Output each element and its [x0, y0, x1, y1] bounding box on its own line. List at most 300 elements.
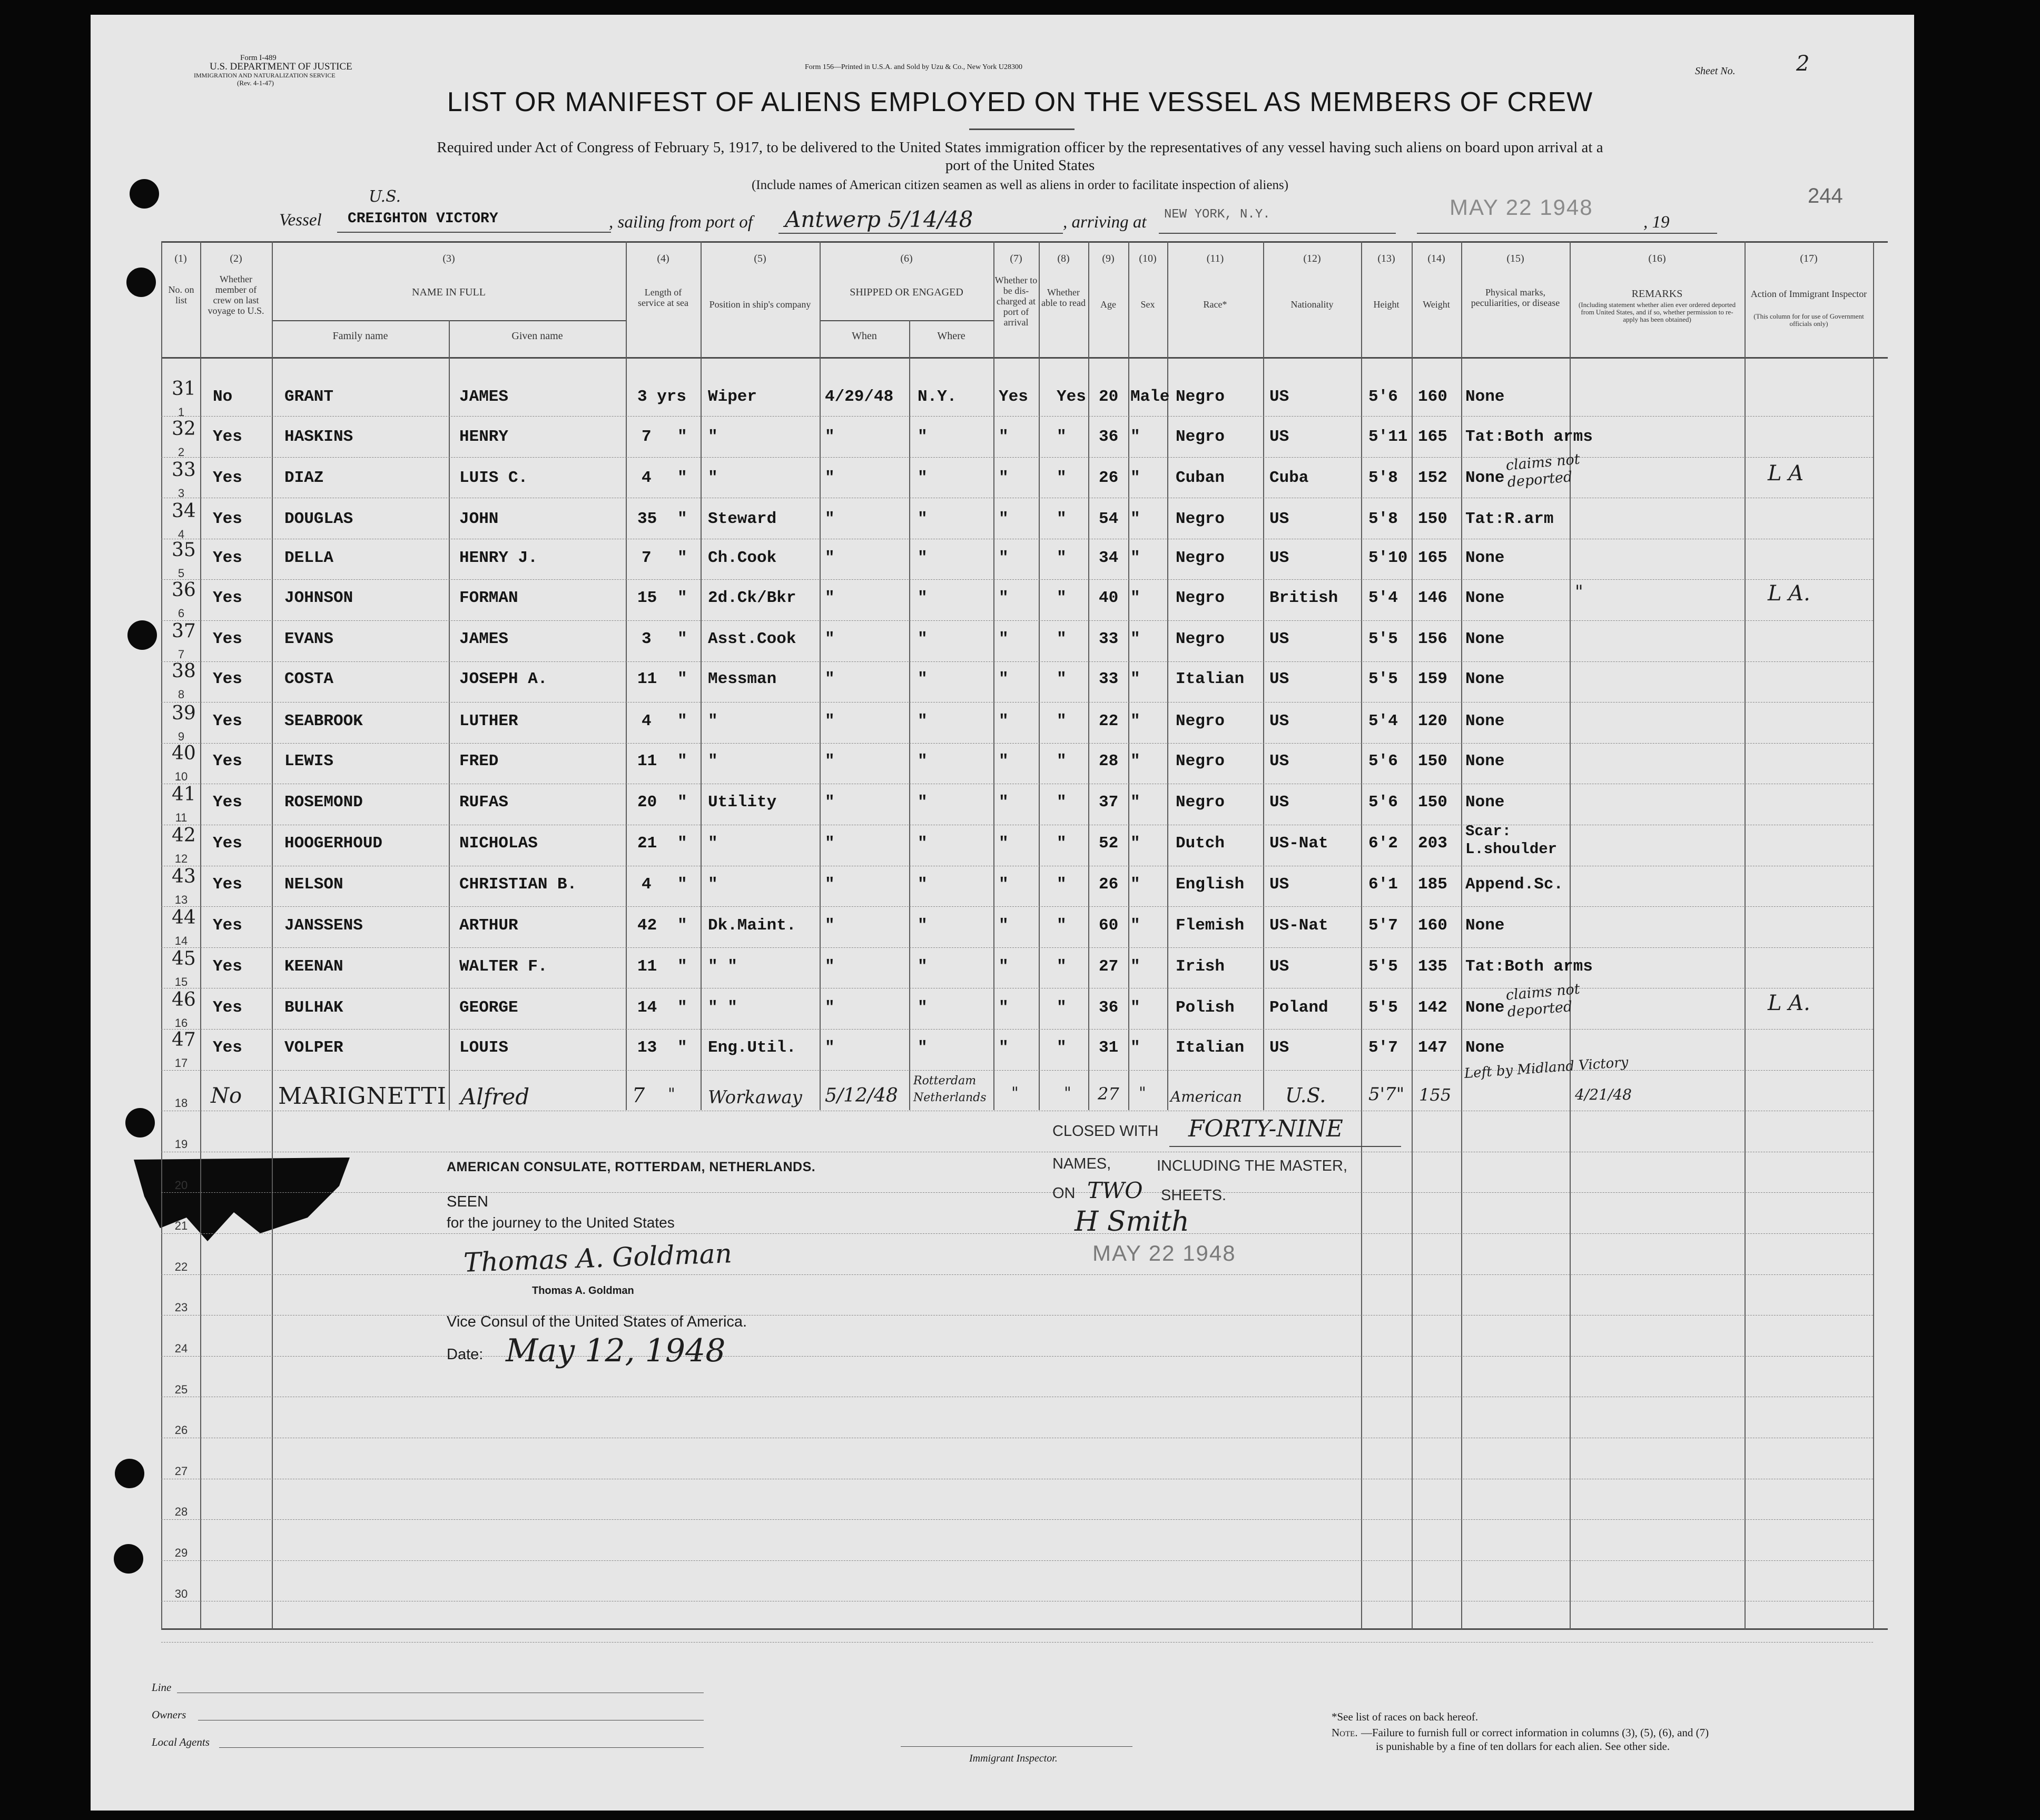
race: Negro — [1176, 510, 1225, 528]
shipped-when: " — [825, 469, 835, 487]
service-length: 13 — [637, 1038, 657, 1057]
row-rule — [161, 1029, 1873, 1030]
family-name: HASKINS — [284, 428, 353, 446]
height: 5'7 — [1368, 916, 1398, 935]
col-line — [1461, 241, 1462, 1629]
sex: " — [1130, 469, 1140, 487]
height: 5'4 — [1368, 589, 1398, 607]
col-11-label: Race* — [1203, 299, 1227, 310]
line-number: 14 — [174, 934, 188, 947]
footer-line: Line — [152, 1681, 172, 1694]
row18-remarks-2: 4/21/48 — [1575, 1086, 1632, 1103]
row-rule — [161, 1479, 1873, 1480]
line-number: 6 — [178, 607, 185, 620]
sailing-label: , sailing from port of — [609, 213, 753, 232]
prior-cell: Yes — [213, 589, 242, 607]
weight: 160 — [1418, 388, 1447, 406]
row-rule — [161, 825, 1873, 826]
physical-marks: None — [1465, 630, 1505, 648]
physical-marks: None — [1465, 589, 1505, 607]
sex: " — [1130, 752, 1140, 770]
race: Italian — [1176, 1038, 1245, 1057]
line-number: 17 — [174, 1056, 188, 1070]
binder-hole-3 — [127, 620, 157, 650]
consul-date-value: May 12, 1948 — [506, 1332, 726, 1369]
height: 5'5 — [1368, 957, 1398, 976]
service-length: 42 — [637, 916, 657, 935]
nationality: US — [1269, 670, 1289, 688]
family-name: HOOGERHOUD — [284, 834, 383, 853]
vessel-label: Vessel — [279, 211, 322, 230]
list-number: 35 — [172, 539, 196, 561]
row18-remarks-1: Left by Midland Victory — [1463, 1054, 1629, 1082]
age: 28 — [1099, 752, 1119, 770]
year-underline — [1686, 233, 1717, 234]
shipped-when: " — [825, 998, 835, 1017]
service-length: 3 — [642, 630, 652, 648]
line-number: 12 — [174, 852, 188, 865]
line-number: 15 — [174, 975, 188, 988]
position: Asst.Cook — [708, 630, 796, 648]
race: Negro — [1176, 630, 1225, 648]
col-13-num: (13) — [1377, 253, 1395, 264]
service-ditto: " — [677, 834, 687, 853]
discharged: Yes — [999, 388, 1028, 406]
sex: " — [1130, 630, 1140, 648]
line-number: 7 — [178, 648, 185, 661]
prior-cell: Yes — [213, 793, 242, 812]
row-rule — [161, 947, 1873, 948]
line-number: 4 — [178, 528, 185, 541]
row18-service: 7 — [632, 1084, 645, 1107]
able-to-read: " — [1057, 957, 1067, 976]
service-ditto: " — [677, 630, 687, 648]
weight: 135 — [1418, 957, 1447, 976]
nationality: US-Nat — [1269, 834, 1328, 853]
shipped-when: " — [825, 428, 835, 446]
prior-cell: Yes — [213, 670, 242, 688]
prior-cell: Yes — [213, 428, 242, 446]
col-line — [1167, 241, 1168, 1110]
discharged: " — [999, 630, 1009, 648]
service-ditto: " — [677, 793, 687, 812]
footer-races-note: *See list of races on back hereof. — [1332, 1710, 1479, 1723]
physical-marks: None — [1465, 1038, 1505, 1057]
row-rule — [161, 539, 1873, 540]
shipped-where: " — [918, 549, 928, 567]
able-to-read: " — [1057, 1038, 1067, 1057]
vessel-name: CREIGHTON VICTORY — [348, 211, 498, 227]
row-rule — [161, 498, 1873, 499]
service-ditto: " — [677, 428, 687, 446]
height: 6'1 — [1368, 875, 1398, 894]
date-underline — [1417, 233, 1691, 234]
prior-cell: Yes — [213, 712, 242, 730]
closed-count-underline — [1169, 1146, 1401, 1147]
nationality: US — [1269, 630, 1289, 648]
nationality: Cuba — [1269, 469, 1309, 487]
race: Irish — [1176, 957, 1225, 976]
weight: 203 — [1418, 834, 1447, 853]
row-rule — [161, 579, 1873, 580]
service-ditto: " — [677, 549, 687, 567]
service-length: 4 — [642, 875, 652, 894]
sex: " — [1130, 712, 1140, 730]
line-number: 20 — [174, 1179, 188, 1192]
age: 37 — [1099, 793, 1119, 812]
col-7-label: Whether to be dis-charged at port of arrival — [994, 275, 1038, 328]
given-name: FRED — [459, 752, 499, 770]
service-ditto: " — [677, 957, 687, 976]
prior-cell: Yes — [213, 998, 242, 1017]
col-12-num: (12) — [1303, 253, 1321, 264]
height: 6'2 — [1368, 834, 1398, 853]
closed-sheets: SHEETS. — [1161, 1187, 1227, 1204]
col-line — [1412, 241, 1413, 1629]
closed-count: FORTY-NINE — [1188, 1115, 1343, 1142]
line-number: 21 — [174, 1219, 188, 1232]
service-ditto: " — [677, 916, 687, 935]
position: " — [708, 834, 718, 853]
row-rule — [161, 416, 1873, 417]
shipped-when: " — [825, 670, 835, 688]
ink-blot — [129, 1154, 355, 1244]
stamp-number: 244 — [1808, 184, 1843, 207]
family-name: JOHNSON — [284, 589, 353, 607]
col-6-num: (6) — [900, 253, 913, 264]
arriving-port: NEW YORK, N.Y. — [1164, 207, 1270, 222]
line-number: 11 — [175, 811, 188, 824]
col-9-num: (9) — [1102, 253, 1115, 264]
service-length: 11 — [637, 957, 657, 976]
race: Negro — [1176, 712, 1225, 730]
list-number: 38 — [172, 660, 196, 682]
shipped-where: " — [918, 589, 928, 607]
revision: (Rev. 4-1-47) — [237, 79, 274, 87]
col-line — [1873, 241, 1874, 1629]
printer-line: Form 156—Printed in U.S.A. and Sold by Uzu & Co., New York U28300 — [805, 63, 1023, 71]
line-number: 5 — [178, 567, 185, 580]
height: 5'6 — [1368, 793, 1398, 812]
form-number: Form I-489 — [240, 54, 277, 62]
sex: " — [1130, 834, 1140, 853]
row-rule — [161, 1233, 1873, 1234]
col-2-num: (2) — [230, 253, 242, 264]
given-name: FORMAN — [459, 589, 518, 607]
discharged: " — [999, 510, 1009, 528]
prior-cell: Yes — [213, 630, 242, 648]
footer-owners: Owners — [152, 1708, 186, 1721]
closed-including: INCLUDING THE MASTER, — [1157, 1158, 1348, 1174]
shipped-when: " — [825, 793, 835, 812]
shipped-when: " — [825, 1038, 835, 1057]
weight: 152 — [1418, 469, 1447, 487]
row18-height: 5'7" — [1368, 1084, 1405, 1105]
required-line-2: port of the United States — [945, 157, 1095, 174]
given-name: LUIS C. — [459, 469, 528, 487]
row18-family: MARIGNETTI — [278, 1083, 447, 1110]
discharged: " — [999, 589, 1009, 607]
shipped-where: " — [918, 916, 928, 935]
position: " — [708, 469, 718, 487]
service-ditto: " — [677, 998, 687, 1017]
service-length: 35 — [637, 510, 657, 528]
manifest-title: LIST OR MANIFEST OF ALIENS EMPLOYED ON THE VESSEL AS MEMBERS OF CREW — [447, 87, 1593, 117]
prior-cell: Yes — [213, 957, 242, 976]
race: Polish — [1176, 998, 1235, 1017]
closed-date: MAY 22 1948 — [1092, 1241, 1236, 1265]
binder-hole-2 — [126, 268, 156, 297]
col-3-family: Family name — [332, 330, 388, 342]
position: " — [708, 875, 718, 894]
nationality: US — [1269, 428, 1289, 446]
height: 5'7 — [1368, 1038, 1398, 1057]
physical-marks: None — [1465, 712, 1505, 730]
col-4-num: (4) — [657, 253, 669, 264]
shipped-when: " — [825, 712, 835, 730]
col-16-sub: (Including statement whether alien ever ordered deported from United States, and if so, whether permission to re-apply has been obtained) — [1578, 301, 1736, 323]
family-name: BULHAK — [284, 998, 343, 1017]
physical-marks: Tat:Both arms — [1465, 428, 1593, 446]
height: 5'5 — [1368, 998, 1398, 1017]
height: 5'6 — [1368, 388, 1398, 406]
footer-inspector: Immigrant Inspector. — [969, 1753, 1058, 1764]
given-name: CHRISTIAN B. — [459, 875, 577, 894]
given-name: JOHN — [459, 510, 499, 528]
col-line — [200, 241, 201, 1629]
row-rule — [161, 661, 1873, 662]
arriving-underline — [1159, 233, 1396, 234]
position: " — [708, 428, 718, 446]
title-underline — [969, 128, 1075, 130]
line-number: 28 — [174, 1505, 188, 1518]
physical-marks: Append.Sc. — [1465, 875, 1564, 894]
row18-read: " — [1064, 1084, 1071, 1102]
col-2-label: Whether member of crew on last voyage to U.S. — [208, 274, 264, 316]
col-line — [701, 241, 702, 1110]
able-to-read: " — [1057, 712, 1067, 730]
service-ditto: " — [677, 510, 687, 528]
race: English — [1176, 875, 1245, 894]
height: 5'8 — [1368, 510, 1398, 528]
footer-agents: Local Agents — [152, 1736, 210, 1748]
nationality: US — [1269, 1038, 1289, 1057]
height: 5'8 — [1368, 469, 1398, 487]
col-17-sub: (This column for for use of Government officials only) — [1753, 312, 1864, 328]
shipped-where: " — [918, 428, 928, 446]
age: 36 — [1099, 428, 1119, 446]
prior-cell: Yes — [213, 834, 242, 853]
line-number: 24 — [174, 1342, 188, 1355]
line-number: 19 — [174, 1138, 188, 1151]
discharged: " — [999, 549, 1009, 567]
col-4-label: Length of service at sea — [638, 287, 688, 308]
family-name: SEABROOK — [284, 712, 363, 730]
list-number: 31 — [172, 378, 196, 400]
race: Negro — [1176, 752, 1225, 770]
sex: " — [1130, 793, 1140, 812]
age: 60 — [1099, 916, 1119, 935]
height: 5'5 — [1368, 670, 1398, 688]
given-name: WALTER F. — [459, 957, 548, 976]
physical-marks: None — [1465, 670, 1505, 688]
nationality: US — [1269, 510, 1289, 528]
age: 52 — [1099, 834, 1119, 853]
col-16-num: (16) — [1648, 253, 1666, 264]
col-14-label: Weight — [1423, 299, 1450, 310]
able-to-read: " — [1057, 875, 1067, 894]
list-number: 33 — [172, 459, 196, 481]
family-name: ROSEMOND — [284, 793, 363, 812]
position: 2d.Ck/Bkr — [708, 589, 796, 607]
height: 5'4 — [1368, 712, 1398, 730]
row-rule — [161, 1642, 1873, 1643]
col-3-num: (3) — [442, 253, 455, 264]
service-ditto: " — [677, 752, 687, 770]
sex: " — [1130, 510, 1140, 528]
given-name: ARTHUR — [459, 916, 518, 935]
binder-hole-6 — [114, 1544, 143, 1574]
physical-marks: None — [1465, 549, 1505, 567]
race: Cuban — [1176, 469, 1225, 487]
inspector-action: L A — [1768, 461, 1804, 486]
vessel-underline — [337, 232, 611, 233]
race: Italian — [1176, 670, 1245, 688]
position: Wiper — [708, 388, 757, 406]
physical-marks: None — [1465, 916, 1505, 935]
list-number: 44 — [172, 907, 196, 928]
shipped-where: " — [918, 793, 928, 812]
line-number: 3 — [178, 487, 185, 500]
line-number: 18 — [174, 1096, 188, 1110]
able-to-read: Yes — [1057, 388, 1086, 406]
col-line — [1570, 241, 1571, 1629]
col-line — [1039, 241, 1040, 1110]
sex: " — [1130, 875, 1140, 894]
service-length: 4 — [642, 469, 652, 487]
consulate-journey: for the journey to the United States — [447, 1214, 675, 1231]
header-bottom-border — [161, 357, 1888, 359]
prior-cell: Yes — [213, 1038, 242, 1057]
given-name: JOSEPH A. — [459, 670, 548, 688]
shipped-when: " — [825, 589, 835, 607]
given-name: RUFAS — [459, 793, 509, 812]
table-bottom-border — [161, 1628, 1888, 1630]
col-15-num: (15) — [1506, 253, 1524, 264]
age: 54 — [1099, 510, 1119, 528]
shipped-when: " — [825, 549, 835, 567]
sex: " — [1130, 589, 1140, 607]
footer-agents-rule — [219, 1747, 704, 1748]
weight: 185 — [1418, 875, 1447, 894]
height: 5'6 — [1368, 752, 1398, 770]
age: 33 — [1099, 630, 1119, 648]
height: 5'5 — [1368, 630, 1398, 648]
col-line — [1745, 241, 1746, 1629]
col-17-label: Action of Immigrant Inspector — [1750, 289, 1867, 299]
sex: " — [1130, 670, 1140, 688]
service-ditto: " — [677, 712, 687, 730]
col-1-num: (1) — [174, 253, 187, 264]
col-15-label: Physical marks, peculiarities, or disease — [1471, 287, 1560, 308]
prior-cell: No — [213, 388, 233, 406]
physical-marks: Scar: L.shoulder — [1465, 823, 1558, 858]
row-rule — [161, 1438, 1873, 1439]
nationality: US — [1269, 388, 1289, 406]
date-stamp: MAY 22 1948 — [1450, 195, 1593, 220]
height: 5'10 — [1368, 549, 1408, 567]
col-line — [161, 241, 162, 1629]
col-14-num: (14) — [1427, 253, 1445, 264]
age: 40 — [1099, 589, 1119, 607]
discharged: " — [999, 469, 1009, 487]
prior-cell: Yes — [213, 549, 242, 567]
binder-hole-4 — [125, 1108, 155, 1138]
able-to-read: " — [1057, 549, 1067, 567]
service-length: 4 — [642, 712, 652, 730]
physical-marks: Tat:R.arm — [1465, 510, 1554, 528]
service-length: 11 — [637, 752, 657, 770]
line-number: 2 — [178, 446, 185, 459]
line-number: 26 — [174, 1423, 188, 1437]
position: Dk.Maint. — [708, 916, 796, 935]
physical-marks: None — [1465, 469, 1505, 487]
position: Messman — [708, 670, 777, 688]
position: " — [708, 752, 718, 770]
sheet-number: 2 — [1796, 52, 1810, 76]
closed-sheets-count: TWO — [1087, 1178, 1143, 1203]
given-name: JAMES — [459, 388, 509, 406]
sex: " — [1130, 916, 1140, 935]
col-6-where: Where — [937, 330, 965, 342]
line-number: 23 — [174, 1301, 188, 1314]
shipped-when: 4/29/48 — [825, 388, 894, 406]
given-name: LOUIS — [459, 1038, 509, 1057]
family-name: LEWIS — [284, 752, 334, 770]
age: 31 — [1099, 1038, 1119, 1057]
line-number: 13 — [174, 893, 188, 906]
col-line — [820, 241, 821, 1110]
list-number: 41 — [172, 784, 196, 805]
service-ditto: " — [677, 875, 687, 894]
position: " " — [708, 957, 737, 976]
service-length: 3 yrs — [637, 388, 687, 406]
line-number: 9 — [178, 730, 185, 743]
row-rule — [161, 702, 1873, 703]
family-name: DOUGLAS — [284, 510, 353, 528]
row-rule — [161, 1356, 1873, 1357]
sex: " — [1130, 1038, 1140, 1057]
footer-note-label: Note. — [1332, 1726, 1358, 1739]
col-line — [909, 320, 910, 1110]
weight: 146 — [1418, 589, 1447, 607]
row18-race: American — [1170, 1088, 1243, 1105]
shipped-when: " — [825, 834, 835, 853]
col-line — [272, 241, 273, 1629]
row18-when: 5/12/48 — [825, 1085, 898, 1106]
col-line — [1263, 241, 1264, 1110]
position: " " — [708, 998, 737, 1017]
sailing-underline — [778, 233, 1063, 234]
row-rule — [161, 620, 1873, 621]
family-name: VOLPER — [284, 1038, 343, 1057]
prior-cell: Yes — [213, 469, 242, 487]
row18-where2: Netherlands — [913, 1091, 987, 1104]
col-line — [1361, 241, 1362, 1629]
closed-with: CLOSED WITH — [1052, 1123, 1159, 1140]
inspector-initials: H Smith — [1075, 1206, 1189, 1238]
shipped-when: " — [825, 957, 835, 976]
